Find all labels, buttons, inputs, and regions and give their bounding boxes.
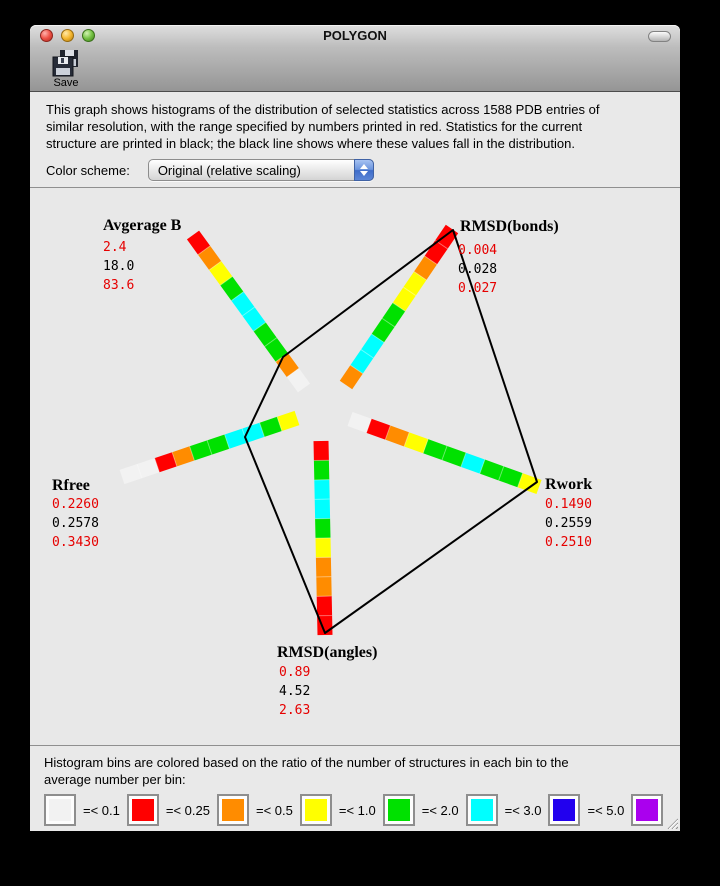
- histogram-bin-segment: [271, 342, 282, 357]
- axis-current-value: 0.2578: [52, 516, 99, 531]
- histogram-bin-segment: [388, 433, 407, 440]
- histogram-bin-segment: [175, 453, 193, 459]
- histogram-bin-segment: [357, 354, 368, 370]
- axis-range-max: 83.6: [103, 278, 135, 293]
- histogram-bin-segment: [388, 307, 399, 323]
- histogram-bin-segment: [226, 281, 237, 296]
- histogram-bin-segment: [227, 436, 245, 442]
- histogram-bin-segment: [262, 424, 280, 430]
- legend-swatch-cyan[interactable]: [466, 794, 498, 826]
- color-scheme-label: Color scheme:: [46, 162, 130, 178]
- histogram-bin-segment: [445, 453, 464, 460]
- histogram-bin-segment: [193, 235, 204, 250]
- histogram-bin-segment: [369, 426, 388, 433]
- legend-label: =< 5.0: [587, 802, 625, 818]
- popup-arrows-icon: [354, 159, 374, 181]
- histogram-bin-segment: [260, 327, 271, 342]
- axis-label-block: [52, 477, 99, 555]
- legend-label: =< 2.0: [421, 802, 459, 818]
- legend-swatch-color: [49, 799, 71, 821]
- legend-swatch-white[interactable]: [44, 794, 76, 826]
- histogram-bin-segment: [157, 459, 175, 465]
- color-scheme-select[interactable]: [148, 159, 374, 181]
- histogram-bin-segment: [407, 439, 426, 446]
- legend-label: =< 0.1: [83, 802, 120, 818]
- histogram-bin-segment: [237, 296, 248, 311]
- axis-range-min: 2.4: [103, 240, 127, 255]
- histogram-bin-segment: [426, 446, 445, 453]
- legend-text-line: Histogram bins are colored based on the ratio of the number of structures in each bin to the: [44, 755, 569, 770]
- axis-current-value: 4.52: [279, 684, 311, 699]
- description-panel: [30, 92, 680, 188]
- histogram-bin-segment: [204, 250, 215, 265]
- axis-current-value: 18.0: [103, 259, 135, 274]
- histogram-bin-segment: [399, 291, 410, 307]
- legend-swatch-green[interactable]: [383, 794, 415, 826]
- histogram-bin-segment: [378, 323, 389, 339]
- axis-title: Rfree: [52, 477, 90, 494]
- legend-swatch-color: [636, 799, 658, 821]
- resize-grip[interactable]: [665, 816, 678, 829]
- description-line: structure are printed in black; the black line shows where these values fall in the distribution.: [46, 136, 575, 151]
- histogram-bin-segment: [410, 276, 421, 292]
- legend-swatch-color: [553, 799, 575, 821]
- polygon-window: [30, 25, 680, 831]
- histogram-bin-segment: [140, 465, 158, 471]
- save-label: Save: [53, 77, 79, 89]
- histogram-bin-segment: [215, 266, 226, 281]
- legend-swatch-color: [305, 799, 327, 821]
- axis-current-value: 0.2559: [545, 516, 592, 531]
- axis-range-min: 0.89: [279, 665, 311, 680]
- histogram-bin-segment: [420, 260, 431, 276]
- legend-label: =< 3.0: [504, 802, 542, 818]
- axis-range-min: 0.004: [458, 243, 498, 258]
- histogram-bin-segment: [501, 473, 520, 480]
- axis-range-min: 0.2260: [52, 497, 99, 512]
- axis-range-max: 0.2510: [545, 535, 592, 550]
- description-text: [46, 101, 668, 152]
- color-scheme-value: Original (relative scaling): [157, 162, 301, 178]
- histogram-bin-segment: [282, 357, 293, 372]
- histogram-bin-segment: [293, 373, 304, 388]
- legend-swatch-yellow[interactable]: [300, 794, 332, 826]
- legend-swatch-red[interactable]: [127, 794, 159, 826]
- save-button[interactable]: [42, 48, 90, 89]
- toolbar: [30, 47, 680, 92]
- legend-swatch-color: [132, 799, 154, 821]
- axis-label-block: [103, 217, 181, 295]
- axis-range-max: 0.027: [458, 281, 498, 296]
- legend-swatch-purple[interactable]: [631, 794, 663, 826]
- legend-swatch-color: [471, 799, 493, 821]
- legend-text-line: average number per bin:: [44, 772, 186, 787]
- histogram-bin-segment: [249, 312, 260, 327]
- legend-swatch-color: [388, 799, 410, 821]
- polygon-plot: [30, 188, 680, 745]
- histogram-bin-segment: [367, 338, 378, 354]
- axis-title: RMSD(bonds): [460, 218, 559, 235]
- axis-range-max: 0.3430: [52, 535, 99, 550]
- axis-label-block: [460, 218, 559, 296]
- histogram-bin-segment: [280, 418, 298, 424]
- axis-range-max: 2.63: [279, 703, 311, 718]
- legend-row: [44, 794, 670, 826]
- color-scheme-row: [46, 159, 668, 181]
- histogram-bin-segment: [122, 471, 140, 477]
- legend-label: =< 1.0: [338, 802, 376, 818]
- histogram-bin-segment: [192, 448, 210, 454]
- axis-title: Rwork: [545, 476, 593, 493]
- axis-current-value: 0.028: [458, 262, 498, 277]
- legend-label: =< 0.25: [165, 802, 210, 818]
- axis-label-block: [277, 644, 377, 722]
- legend-swatch-blue[interactable]: [548, 794, 580, 826]
- description-line: similar resolution, with the range specified by numbers printed in red. Statistics for the current: [46, 119, 583, 134]
- axis-label-block: [545, 476, 592, 554]
- description-line: This graph shows histograms of the distribution of selected statistics across 1588 PDB entries of: [46, 102, 600, 117]
- histogram-bin-segment: [431, 245, 442, 261]
- toolbar-toggle-button[interactable]: [648, 31, 671, 42]
- histogram-bin-segment: [482, 467, 501, 474]
- legend-label: =< 0.5: [255, 802, 293, 818]
- legend-swatch-color: [222, 799, 244, 821]
- axis-range-min: 0.1490: [545, 497, 592, 512]
- histogram-bin-segment: [346, 369, 357, 385]
- titlebar[interactable]: [30, 25, 680, 47]
- axis-title: Avgerage B: [103, 217, 182, 234]
- histogram-bin-segment: [350, 419, 369, 426]
- save-icon: [51, 49, 81, 77]
- window-title: POLYGON: [323, 28, 387, 43]
- legend-swatch-orange[interactable]: [217, 794, 249, 826]
- legend-panel: [30, 745, 680, 830]
- histogram-bin-segment: [210, 442, 228, 448]
- axis-title: RMSD(angles): [277, 644, 378, 661]
- histogram-bin-segment: [463, 460, 482, 467]
